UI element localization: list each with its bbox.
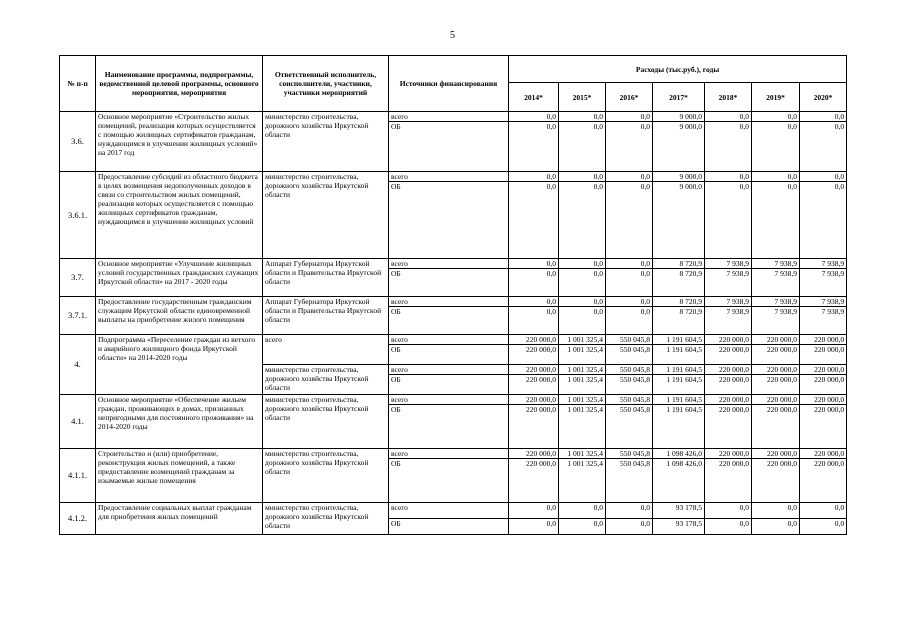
- expense-value: 7 938,9: [800, 269, 847, 297]
- expense-value: 220 000,0: [705, 345, 752, 365]
- expense-value: 7 938,9: [800, 297, 847, 307]
- expense-value: 0,0: [800, 503, 847, 519]
- funding-source: всего: [389, 365, 509, 375]
- expense-value: 0,0: [752, 112, 800, 122]
- expense-value: 1 001 325,4: [559, 365, 606, 375]
- row-name: Предоставление субсидий из областного бюджета в целях возмещения недополученных доходов в связи со строительством жилых помещений, реализация которых осуществляется с помощью жилищных сертификатов гражданам, нуждающимся в улучшении жилищных условий: [96, 172, 263, 259]
- expense-value: 550 045,8: [606, 449, 653, 459]
- header-year: 2016*: [606, 83, 653, 112]
- expense-value: 0,0: [752, 519, 800, 535]
- expense-value: 0,0: [705, 122, 752, 172]
- expense-value: 1 001 325,4: [559, 449, 606, 459]
- row-executor: министерство строительства, дорожного хозяйства Иркутской области: [263, 112, 389, 172]
- expense-value: 220 000,0: [509, 375, 559, 395]
- expense-value: 220 000,0: [800, 335, 847, 345]
- expense-value: 8 720,9: [653, 297, 705, 307]
- row-number: 3.6.: [60, 112, 96, 172]
- expense-value: 1 191 604,5: [653, 335, 705, 345]
- expense-value: 220 000,0: [800, 365, 847, 375]
- expense-value: 220 000,0: [705, 459, 752, 503]
- header-year: 2014*: [509, 83, 559, 112]
- expense-value: 7 938,9: [800, 259, 847, 269]
- expense-value: 1 001 325,4: [559, 375, 606, 395]
- expense-value: 220 000,0: [705, 395, 752, 405]
- expense-value: 1 098 426,0: [653, 459, 705, 503]
- expense-value: 0,0: [752, 172, 800, 182]
- expense-value: 1 001 325,4: [559, 395, 606, 405]
- funding-source: ОБ: [389, 459, 509, 503]
- expense-value: 0,0: [509, 503, 559, 519]
- expense-value: 0,0: [509, 112, 559, 122]
- expense-value: 0,0: [705, 172, 752, 182]
- row-number: 4.1.: [60, 395, 96, 449]
- expense-value: 7 938,9: [752, 297, 800, 307]
- expense-value: 220 000,0: [705, 375, 752, 395]
- expense-value: 0,0: [752, 122, 800, 172]
- header-year: 2020*: [800, 83, 847, 112]
- funding-source: всего: [389, 259, 509, 269]
- row-executor: министерство строительства, дорожного хозяйства Иркутской области: [263, 503, 389, 535]
- row-name: Основное мероприятие «Улучшение жилищных условий государственных гражданских служащих Иркутской области» на 2017 - 2020 годы: [96, 259, 263, 297]
- expense-value: 220 000,0: [800, 449, 847, 459]
- expense-value: 220 000,0: [509, 395, 559, 405]
- table-row: [60, 259, 847, 269]
- header-num: № п-п: [60, 56, 96, 112]
- expense-value: 9 000,0: [653, 112, 705, 122]
- expense-value: 220 000,0: [752, 365, 800, 375]
- header-expenses: Расходы (тыс.руб.), годы: [509, 56, 847, 83]
- expense-value: 220 000,0: [509, 405, 559, 449]
- expense-value: 0,0: [606, 297, 653, 307]
- expense-value: 1 191 604,5: [653, 395, 705, 405]
- funding-source: ОБ: [389, 122, 509, 172]
- expense-value: 0,0: [705, 182, 752, 259]
- expense-value: 0,0: [606, 269, 653, 297]
- table-row: [60, 172, 847, 182]
- expense-value: 1 001 325,4: [559, 459, 606, 503]
- expense-value: 220 000,0: [752, 459, 800, 503]
- table-row: [60, 335, 847, 345]
- expense-value: 1 001 325,4: [559, 345, 606, 365]
- expense-value: 93 178,5: [653, 503, 705, 519]
- expense-value: 220 000,0: [705, 405, 752, 449]
- expense-value: 0,0: [705, 519, 752, 535]
- expense-value: 0,0: [559, 269, 606, 297]
- expense-value: 0,0: [559, 182, 606, 259]
- expense-value: 0,0: [752, 503, 800, 519]
- expense-value: 8 720,9: [653, 259, 705, 269]
- funding-source: всего: [389, 395, 509, 405]
- expense-value: 550 045,8: [606, 365, 653, 375]
- expense-value: 0,0: [509, 122, 559, 172]
- expense-value: 0,0: [559, 112, 606, 122]
- expense-value: 7 938,9: [705, 259, 752, 269]
- expense-value: 0,0: [606, 503, 653, 519]
- expense-value: 0,0: [559, 519, 606, 535]
- header-year: 2015*: [559, 83, 606, 112]
- funding-source: ОБ: [389, 375, 509, 395]
- row-number: 3.7.1.: [60, 297, 96, 335]
- row-name: Подпрограмма «Переселение граждан из ветхого и аварийного жилищного фонда Иркутской области» на 2014-2020 годы: [96, 335, 263, 395]
- expense-value: 1 001 325,4: [559, 335, 606, 345]
- funding-source: всего: [389, 172, 509, 182]
- expense-value: 0,0: [606, 307, 653, 335]
- expense-value: 1 098 426,0: [653, 449, 705, 459]
- expense-value: 0,0: [606, 519, 653, 535]
- expense-value: 0,0: [559, 259, 606, 269]
- row-number: 3.6.1.: [60, 172, 96, 259]
- expense-value: 8 720,9: [653, 307, 705, 335]
- row-executor: министерство строительства, дорожного хозяйства Иркутской области: [263, 172, 389, 259]
- expense-value: 220 000,0: [705, 335, 752, 345]
- expense-value: 220 000,0: [800, 395, 847, 405]
- expense-value: 7 938,9: [752, 269, 800, 297]
- table-row: [60, 449, 847, 459]
- table-body: [60, 112, 847, 535]
- expense-value: 0,0: [509, 172, 559, 182]
- funding-source: ОБ: [389, 269, 509, 297]
- row-executor: министерство строительства, дорожного хозяйства Иркутской области: [263, 395, 389, 449]
- expense-value: 0,0: [800, 182, 847, 259]
- expense-value: 0,0: [509, 307, 559, 335]
- expense-value: 220 000,0: [509, 459, 559, 503]
- expense-value: 9 000,0: [653, 122, 705, 172]
- expense-value: 0,0: [509, 182, 559, 259]
- row-name: Основное мероприятие «Обеспечение жильем граждан, проживающих в домах, признанных непригодными для постоянного проживания» на 2014-2020 годы: [96, 395, 263, 449]
- expense-value: 0,0: [606, 122, 653, 172]
- expense-value: 220 000,0: [752, 449, 800, 459]
- header-year: 2017*: [653, 83, 705, 112]
- row-number: 4.: [60, 335, 96, 395]
- header-year: 2018*: [705, 83, 752, 112]
- row-executor: Аппарат Губернатора Иркутской области и Правительства Иркутской области: [263, 259, 389, 297]
- header-executor: Ответственный исполнитель, соисполнители, участники, участники мероприятий: [263, 56, 389, 112]
- row-executor: Аппарат Губернатора Иркутской области и Правительства Иркутской области: [263, 297, 389, 335]
- funding-source: ОБ: [389, 307, 509, 335]
- expense-value: 220 000,0: [752, 345, 800, 365]
- expense-value: 1 191 604,5: [653, 375, 705, 395]
- expense-value: 0,0: [606, 112, 653, 122]
- expense-value: 220 000,0: [705, 365, 752, 375]
- table-row: [60, 112, 847, 122]
- expense-value: 220 000,0: [509, 449, 559, 459]
- expense-value: 1 191 604,5: [653, 405, 705, 449]
- expense-value: 220 000,0: [800, 405, 847, 449]
- funding-source: всего: [389, 503, 509, 519]
- expense-value: 0,0: [606, 182, 653, 259]
- funding-source: всего: [389, 335, 509, 345]
- funding-source: ОБ: [389, 182, 509, 259]
- header-source: Источники финансирования: [389, 56, 509, 112]
- expense-value: 0,0: [509, 297, 559, 307]
- expense-value: 0,0: [752, 182, 800, 259]
- expense-value: 0,0: [800, 122, 847, 172]
- page-number: 5: [450, 30, 455, 41]
- table-row: [60, 503, 847, 519]
- expense-value: 0,0: [509, 269, 559, 297]
- expense-value: 220 000,0: [752, 405, 800, 449]
- expense-value: 93 178,5: [653, 519, 705, 535]
- row-executor: всего: [263, 335, 389, 365]
- funding-source: всего: [389, 449, 509, 459]
- table-row: [60, 297, 847, 307]
- expense-value: 1 191 604,5: [653, 365, 705, 375]
- funding-source: всего: [389, 297, 509, 307]
- expense-value: 9 000,0: [653, 172, 705, 182]
- row-name: Предоставление социальных выплат гражданам для приобретения жилых помещений: [96, 503, 263, 535]
- expense-value: 550 045,8: [606, 459, 653, 503]
- expenses-table: [59, 55, 847, 535]
- expense-value: 550 045,8: [606, 335, 653, 345]
- expense-value: 220 000,0: [705, 449, 752, 459]
- row-number: 3.7.: [60, 259, 96, 297]
- expense-value: 550 045,8: [606, 375, 653, 395]
- row-executor: министерство строительства, дорожного хозяйства Иркутской области: [263, 449, 389, 503]
- expense-value: 0,0: [509, 519, 559, 535]
- row-executor: министерство строительства, дорожного хозяйства Иркутской области: [263, 365, 389, 395]
- expense-value: 220 000,0: [752, 375, 800, 395]
- expense-value: 220 000,0: [800, 459, 847, 503]
- expense-value: 0,0: [559, 503, 606, 519]
- row-name: Строительство и (или) приобретение, реконструкция жилых помещений, а также предоставление возмещений гражданам за изымаемые жилые помещения: [96, 449, 263, 503]
- table-row: [60, 395, 847, 405]
- expense-value: 0,0: [509, 259, 559, 269]
- expense-value: 0,0: [800, 172, 847, 182]
- expense-value: 7 938,9: [705, 307, 752, 335]
- expense-value: 220 000,0: [509, 365, 559, 375]
- funding-source: всего: [389, 112, 509, 122]
- expense-value: 550 045,8: [606, 345, 653, 365]
- expense-value: 220 000,0: [509, 345, 559, 365]
- expense-value: 550 045,8: [606, 405, 653, 449]
- table-header: [60, 56, 847, 112]
- expense-value: 9 000,0: [653, 182, 705, 259]
- expense-value: 1 191 604,5: [653, 345, 705, 365]
- expense-value: 220 000,0: [752, 395, 800, 405]
- expense-value: 7 938,9: [752, 259, 800, 269]
- expense-value: 7 938,9: [752, 307, 800, 335]
- expense-value: 0,0: [800, 519, 847, 535]
- header-year: 2019*: [752, 83, 800, 112]
- expense-value: 0,0: [559, 172, 606, 182]
- row-name: Основное мероприятие «Строительство жилых помещений, реализация которых осуществляется с помощью жилищных сертификатов гражданам, нуждающимся в улучшении жилищных условий» на 2017 год: [96, 112, 263, 172]
- expense-value: 7 938,9: [705, 297, 752, 307]
- header-name: Наименование программы, подпрограммы, ведомственной целевой программы, основного мероприятия, мероприятия: [96, 56, 263, 112]
- expense-value: 7 938,9: [705, 269, 752, 297]
- expense-value: 550 045,8: [606, 395, 653, 405]
- expense-value: 1 001 325,4: [559, 405, 606, 449]
- expense-value: 220 000,0: [800, 375, 847, 395]
- expense-value: 0,0: [559, 307, 606, 335]
- funding-source: ОБ: [389, 519, 509, 535]
- expense-value: 0,0: [559, 297, 606, 307]
- funding-source: ОБ: [389, 345, 509, 365]
- expense-value: 220 000,0: [509, 335, 559, 345]
- row-name: Предоставление государственным гражданским служащим Иркутской области единовременной выплаты на приобретение жилого помещения: [96, 297, 263, 335]
- row-number: 4.1.1.: [60, 449, 96, 503]
- expense-value: 0,0: [800, 112, 847, 122]
- expense-value: 7 938,9: [800, 307, 847, 335]
- expense-value: 0,0: [705, 503, 752, 519]
- row-number: 4.1.2.: [60, 503, 96, 535]
- expense-value: 0,0: [705, 112, 752, 122]
- expense-value: 0,0: [559, 122, 606, 172]
- expense-value: 220 000,0: [800, 345, 847, 365]
- expense-value: 0,0: [606, 172, 653, 182]
- expense-value: 220 000,0: [752, 335, 800, 345]
- expense-value: 8 720,9: [653, 269, 705, 297]
- funding-source: ОБ: [389, 405, 509, 449]
- expense-value: 0,0: [606, 259, 653, 269]
